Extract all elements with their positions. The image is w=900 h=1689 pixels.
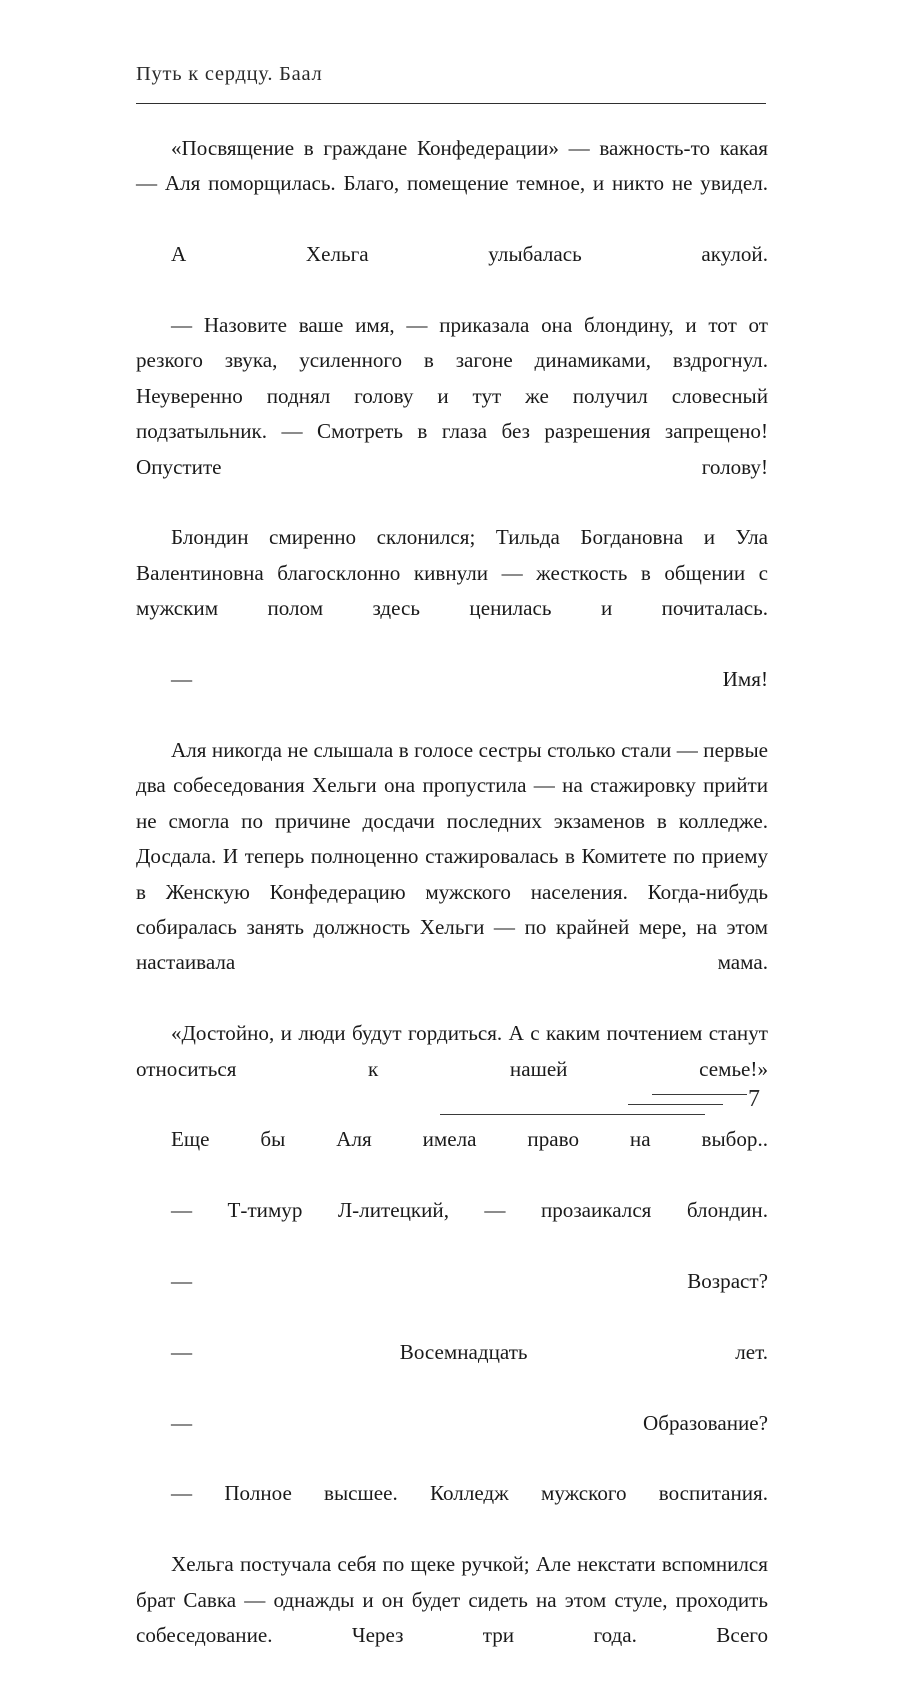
paragraph: — Т-тимур Л-литецкий, — прозаикался блондин.	[171, 1198, 768, 1223]
paragraph: Хельга постучала себя по щеке ручкой; Але некстати вспомнился брат Савка — однажды и он будет сидеть на этом стуле, проходить собеседование. Через три года. Всего	[136, 1552, 768, 1648]
paragraph: — Восемнадцать лет.	[171, 1339, 768, 1364]
running-head: Путь к сердцу. Баал	[136, 63, 323, 85]
header-rule	[136, 103, 766, 104]
paragraph: Еще бы Аля имела право на выбор..	[171, 1127, 768, 1152]
paragraph: — Полное высшее. Колледж мужского воспитания.	[171, 1481, 768, 1506]
paragraph: — Назовите ваше имя, — приказала она блондину, и тот от резкого звука, усиленного в загоне динамиками, вздрогнул. Неуверенно поднял голову и тут же получил словесный подзатыльник. — Смотреть в глаза без разрешения запрещено! Опустите голову!	[136, 313, 768, 479]
page-number: 7	[748, 1086, 760, 1112]
body-text	[136, 131, 768, 1689]
paragraph: «Достойно, и люди будут гордиться. А с каким почтением станут относиться к нашей семье!»	[136, 1021, 768, 1081]
paragraph: — Имя!	[171, 667, 768, 692]
paragraph: — Образование?	[171, 1410, 768, 1435]
footer-ornament-rule-bottom	[440, 1114, 705, 1115]
paragraph: Аля никогда не слышала в голосе сестры столько стали — первые два собеседования Хельги она пропустила — на стажировку прийти не смогла по причине досдачи последних экзаменов в колледже. Досдала. И теперь полноценно стажировалась в Комитете по приему в Женскую Конфедерацию мужского населения. Когда-нибудь собиралась занять должность Хельги — по крайней мере, на этом настаивала мама.	[136, 737, 768, 975]
paragraph: — Возраст?	[171, 1269, 768, 1293]
footer-ornament-rule-middle	[628, 1104, 723, 1105]
paragraph: А Хельга улыбалась акулой.	[171, 242, 768, 267]
paragraph: «Посвящение в граждане Конфедерации» — важность-то какая — Аля поморщилась. Благо, помещение темное, и никто не увидел.	[136, 136, 768, 196]
page-footer	[0, 1086, 900, 1154]
paragraph: Блондин смиренно склонился; Тильда Богдановна и Ула Валентиновна благосклонно кивнули — жесткость в общении с мужским полом здесь ценилась и почиталась.	[136, 525, 768, 621]
footer-ornament-rule-top	[652, 1094, 747, 1095]
